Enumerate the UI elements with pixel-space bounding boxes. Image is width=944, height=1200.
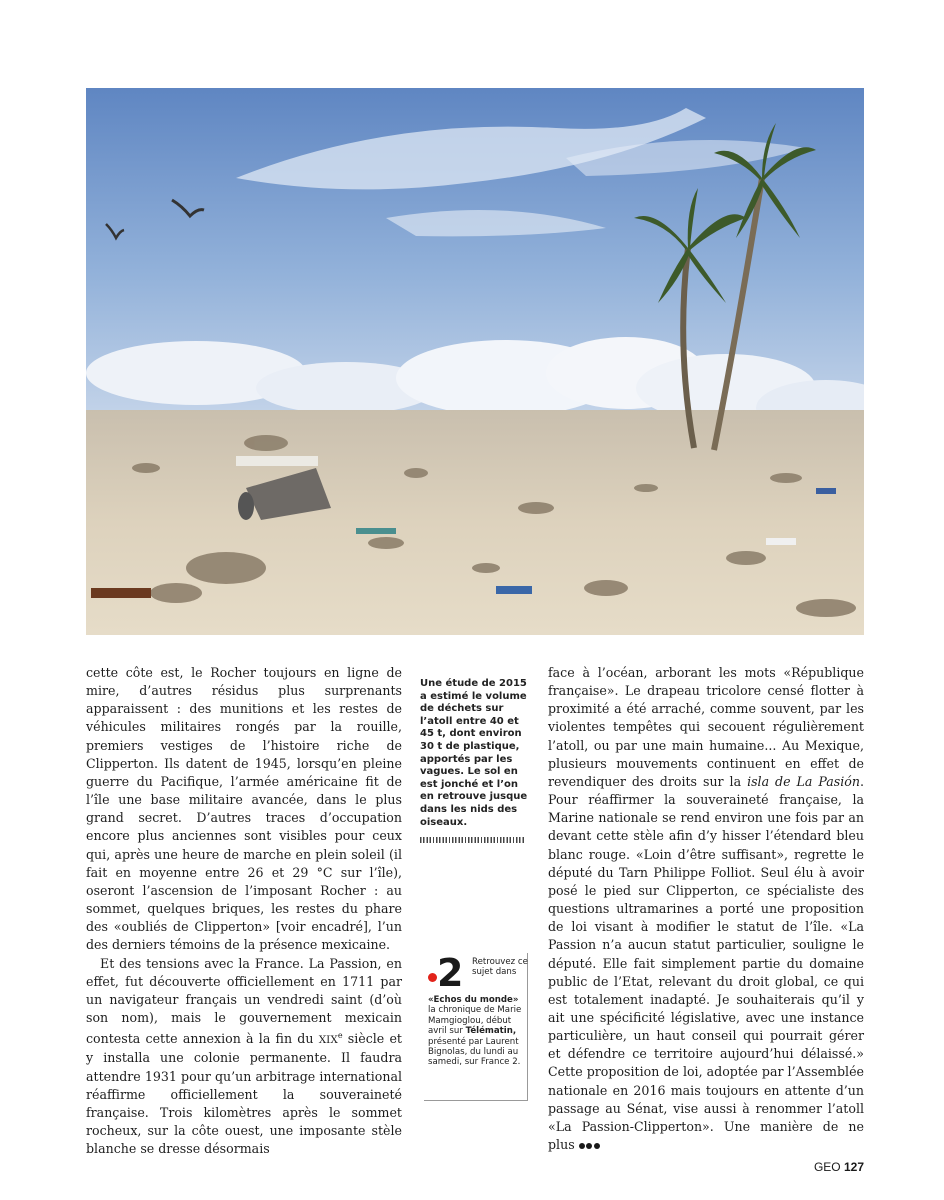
article-column-3 (548, 664, 864, 1155)
tv-promo-box (424, 953, 528, 1101)
promo-text: présenté par Laurent Bignolas, du lundi au samedi, sur France 2. (428, 1036, 521, 1068)
photo-illustration (86, 88, 864, 635)
text-run: Et des tensions avec la France. La Passion, en effet, fut découverte officiellement en 1711 par un navigateur français un vendredi saint (d’où son nom), mais le gouvernement mexicain contesta cette annexion à la fin du (86, 955, 402, 1047)
program-name: Télématin, (465, 1026, 517, 1037)
red-dot-icon (428, 973, 437, 982)
text-run: siècle et y installa une colonie permanente. Il faudra attendre 1931 pour qu’un arbitrage international réaffirme officiellement la souveraineté française. Trois kilomètres après le sommet rocheux, sur la côte ouest, une imposante stèle blanche se dresse désormais (86, 1031, 402, 1157)
continue-dots-icon (579, 1136, 602, 1154)
channel-number: 2 (437, 951, 464, 995)
show-name: «Echos du monde» (428, 995, 519, 1005)
century-numeral: XIX (318, 1034, 338, 1047)
italic-text: isla de La Pasión (747, 773, 860, 789)
page-folio (814, 1160, 864, 1174)
page-number: 127 (843, 1160, 864, 1174)
text-run: face à l’océan, arborant les mots «République française». Le drapeau tricolore censé flotter à proximité a été arraché, comme souvent, par les violentes tempêtes qui secouent régulièrement l’atoll, ou par une main humaine... Au Mexique, plusieurs mouvements continuent en effet de revendiquer des droits sur la (548, 665, 864, 789)
beach-debris-photo (86, 88, 864, 635)
promo-body (428, 995, 523, 1068)
sidebar-fact (420, 678, 532, 843)
ordinal-suffix: e (337, 1031, 343, 1041)
dotted-rule (420, 837, 524, 843)
promo-header (428, 951, 528, 995)
text-run: . Pour réaffirmer la souveraineté française, la Marine nationale se rend environ une fois par an devant cette stèle afin d’y hisser l’étendard bleu blanc rouge. «Loin d’être suffisant», regrette le député du Tarn Philippe Folliot. Seul élu à avoir posé le pied sur Clipperton, ce spécialiste des questions ultramarines a porté une proposition de loi visant à modifier le statut de l’île. «La Passion n’a aucun statut particulier, souligne le député. Elle fait simplement partie du domaine public de l’Etat, relevant du droit global, ce qui est totalement inadapté. Je souhaiterais qu’il y ait une spécificité législative, avec une instance particulière, un haut conseil qui pourrait gérer et défendre ce territoire aujourd’hui délaissé.» Cette proposition de loi, adoptée par l’Assemblée nationale en 2016 mais toujours en attente d’un passage au Sénat, vise aussi à renommer l’atoll «La Passion-Clipperton». Une manière de ne plus (548, 773, 864, 1153)
article-column-1 (86, 664, 402, 1158)
sidebar-text: Une étude de 2015 a estimé le volume de déchets sur l’atoll entre 40 et 45 t, dont environ 30 t de plastique, apportés par les vagues. Le sol en est jonché et l’on en retrouve jusque dans les nids des oiseaux. (420, 678, 528, 828)
promo-retrouvez: Retrouvez ce sujet dans (472, 957, 528, 977)
paragraph: cette côte est, le Rocher toujours en ligne de mire, d’autres résidus plus surprenants apparaissent : des munitions et les restes de véhicules militaires rongés par la rouille, premiers vestiges de l’histoire riche de Clipperton. Ils datent de 1945, lorsqu’en pleine guerre du Pacifique, l’armée américaine fit de l’île une base militaire avancée, dans le plus grand secret. D’autres traces d’occupation encore plus anciennes sont visibles pour ceux qui, après une heure de marche en plein soleil (il fait en moyenne entre 26 et 29 °C sur l’île), oseront l’ascension de l’imposant Rocher : au sommet, quelques briques, les restes du phare des «oubliés de Clipperton» [voir encadré], l’un des derniers témoins de la présence mexicaine. (86, 665, 402, 953)
paragraph (86, 955, 402, 1159)
paragraph (548, 664, 864, 1155)
promo-text: la chronique de Marie Mamgioglou, début avril sur (428, 1005, 522, 1037)
magazine-name: GEO (813, 1160, 841, 1174)
